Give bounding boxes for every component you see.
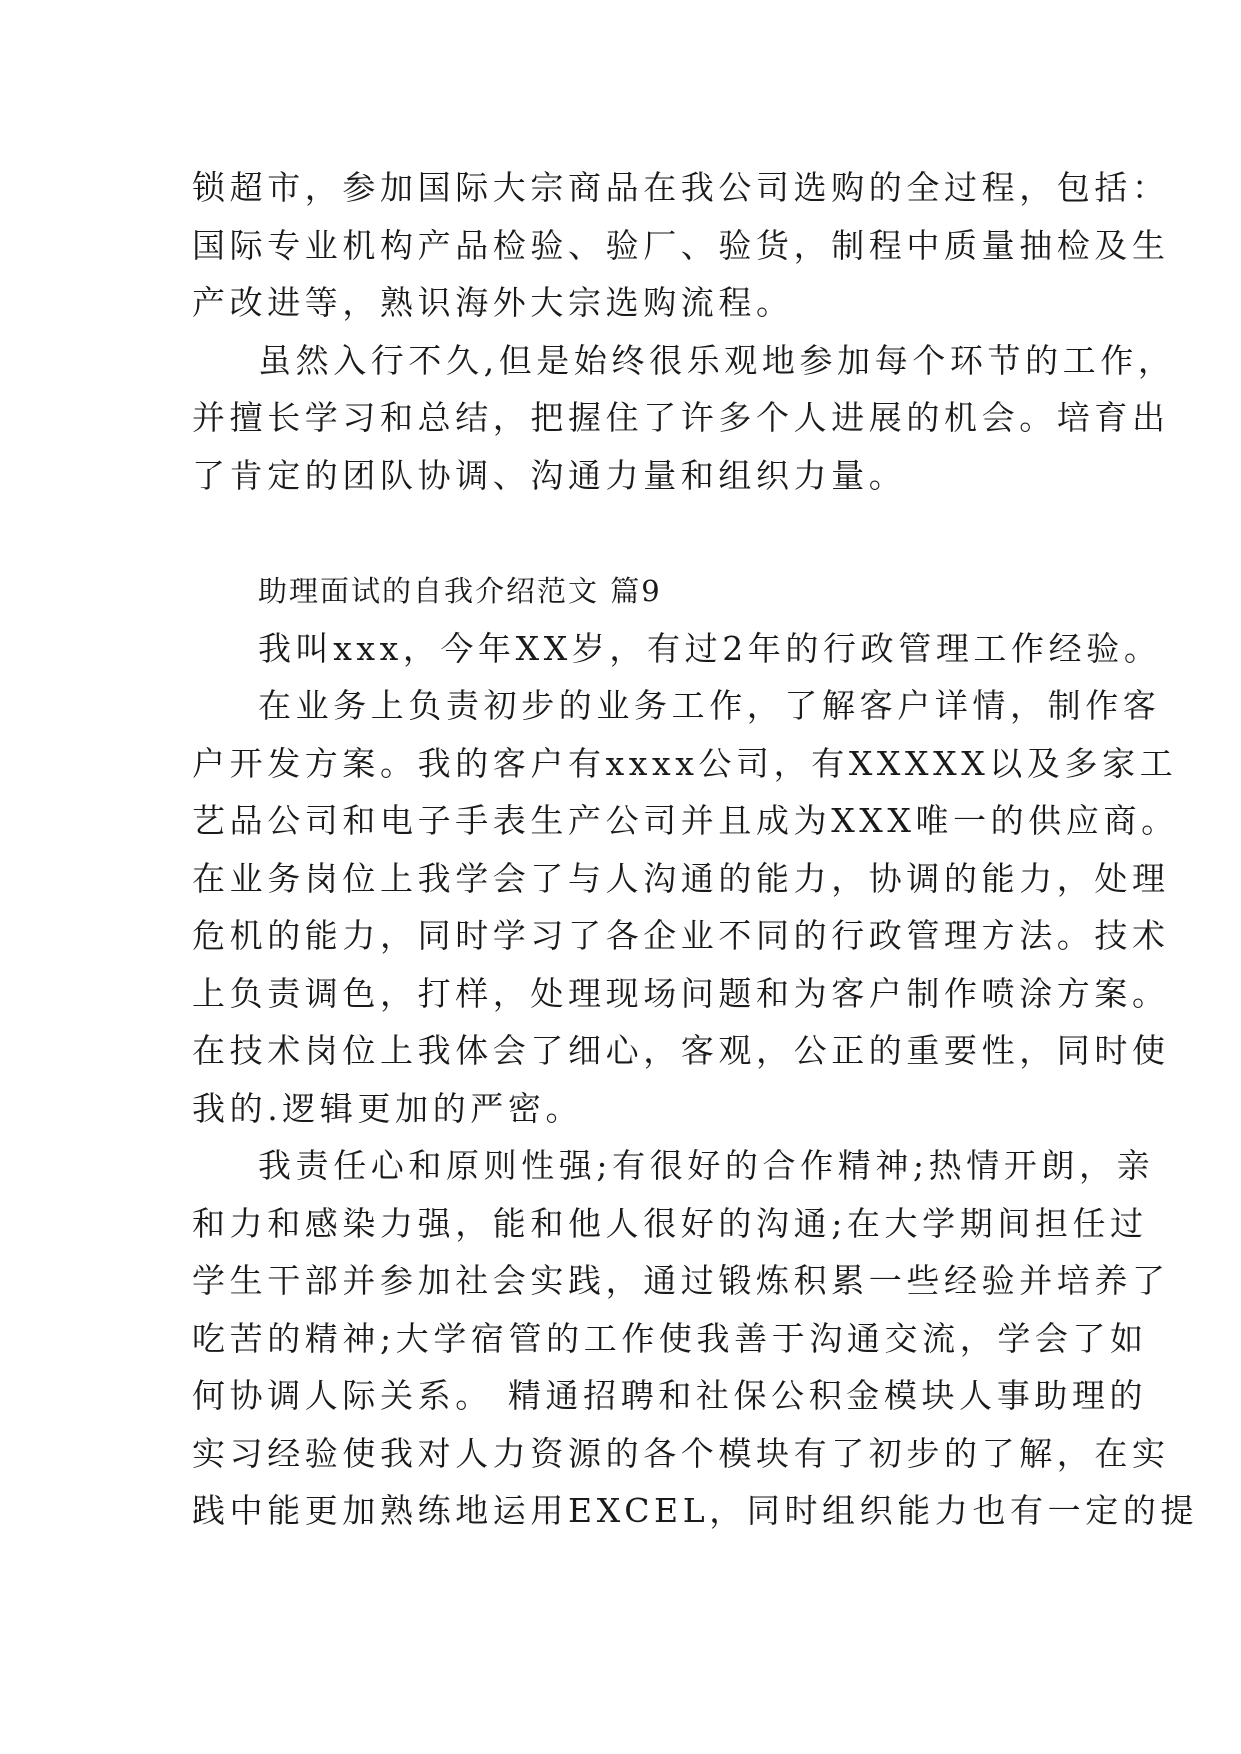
paragraph-line: 学生干部并参加社会实践，通过锻炼积累一些经验并培养了 — [192, 1261, 1170, 1300]
paragraph-line: 何协调人际关系。 精通招聘和社保公积金模块人事助理的 — [192, 1376, 1148, 1415]
paragraph-line: 实习经验使我对人力资源的各个模块有了初步的了解，在实 — [192, 1434, 1170, 1473]
paragraph-line: 上负责调色，打样，处理现场问题和为客户制作喷涂方案。 — [192, 974, 1170, 1013]
paragraph-line: 吃苦的精神;大学宿管的工作使我善于沟通交流，学会了如 — [192, 1319, 1148, 1358]
paragraph-line: 了肯定的团队协调、沟通力量和组织力量。 — [192, 456, 907, 495]
paragraph-line: 产改进等，熟识海外大宗选购流程。 — [192, 283, 794, 322]
paragraph-line: 我责任心和原则性强;有很好的合作精神;热情开朗，亲 — [258, 1146, 1155, 1185]
section-heading: 助理面试的自我介绍范文 篇9 — [258, 574, 662, 608]
paragraph-line: 我叫xxx，今年XX岁，有过2年的行政管理工作经验。 — [258, 629, 1162, 668]
paragraph-line: 锁超市，参加国际大宗商品在我公司选购的全过程，包括： — [192, 168, 1170, 207]
paragraph-line: 践中能更加熟练地运用EXCEL，同时组织能力也有一定的提 — [192, 1491, 1199, 1530]
paragraph-line: 危机的能力，同时学习了各企业不同的行政管理方法。技术 — [192, 916, 1170, 955]
paragraph-line: 户开发方案。我的客户有xxxx公司，有XXXXX以及多家工 — [192, 744, 1178, 783]
paragraph-line: 和力和感染力强，能和他人很好的沟通;在大学期间担任过 — [192, 1204, 1148, 1243]
paragraph-line: 我的.逻辑更加的严密。 — [192, 1089, 584, 1128]
paragraph-line: 在技术岗位上我体会了细心，客观，公正的重要性，同时使 — [192, 1031, 1170, 1070]
paragraph-line: 并擅长学习和总结，把握住了许多个人进展的机会。培育出 — [192, 398, 1170, 437]
paragraph-line: 艺品公司和电子手表生产公司并且成为XXX唯一的供应商。 — [192, 801, 1179, 840]
paragraph-line: 国际专业机构产品检验、验厂、验货，制程中质量抽检及生 — [192, 226, 1170, 265]
paragraph-line: 在业务岗位上我学会了与人沟通的能力，协调的能力，处理 — [192, 859, 1170, 898]
paragraph-line: 虽然入行不久,但是始终很乐观地参加每个环节的工作， — [258, 341, 1176, 380]
paragraph-line: 在业务上负责初步的业务工作，了解客户详情，制作客 — [258, 686, 1161, 725]
